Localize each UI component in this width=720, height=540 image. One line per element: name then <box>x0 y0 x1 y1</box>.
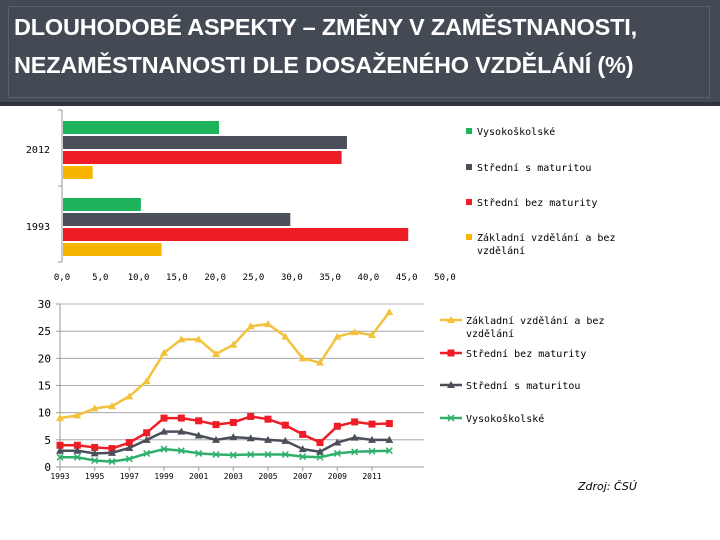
y-tick-label: 15 <box>37 379 51 393</box>
data-point-stredni-bez-maturity <box>161 415 168 422</box>
x-tick-label: 2007 <box>293 472 313 481</box>
data-point-stredni-bez-maturity <box>213 421 220 428</box>
series-stredni-bez-maturity <box>57 413 393 452</box>
source-note: Zdroj: ČSÚ <box>578 480 637 493</box>
data-point-stredni-bez-maturity <box>369 421 376 428</box>
y-tick-label: 20 <box>37 352 51 366</box>
data-point-zakladni-vzdelani-a-bez-vzdelani <box>385 308 393 315</box>
data-point-stredni-bez-maturity <box>195 417 202 424</box>
x-tick-label: 50,0 <box>434 273 456 283</box>
series-zakladni-vzdelani-a-bez-vzdelani <box>56 308 393 421</box>
data-point-stredni-bez-maturity <box>143 429 150 436</box>
legend-label-vysokoskolske: Vysokoškolské <box>477 127 556 138</box>
data-point-stredni-bez-maturity <box>230 419 237 426</box>
x-tick-label: 35,0 <box>319 273 341 283</box>
x-tick-label: 1995 <box>85 472 105 481</box>
x-tick-label: 20,0 <box>204 273 227 283</box>
legend-marker-stredni-bez-maturity <box>448 350 455 357</box>
legend-label-zakladni-vzdelani-a-bez-vzdelani-cont: vzdělání <box>477 246 526 257</box>
x-tick-label: 40,0 <box>357 273 380 283</box>
x-tick-label: 2005 <box>258 472 278 481</box>
x-tick-label: 0,0 <box>53 273 71 283</box>
data-point-stredni-bez-maturity <box>265 416 272 423</box>
data-point-stredni-bez-maturity <box>247 413 254 420</box>
x-tick-label: 30,0 <box>280 273 303 283</box>
x-tick-label: 5,0 <box>92 273 109 283</box>
x-tick-label: 45,0 <box>395 273 418 283</box>
y-tick-label: 0 <box>44 461 51 474</box>
x-tick-label: 2003 <box>223 472 243 481</box>
y-tick-label: 10 <box>37 406 51 420</box>
data-point-stredni-bez-maturity <box>178 415 185 422</box>
x-tick-label: 2001 <box>189 472 209 481</box>
legend-label-stredni-s-maturitou: Střední s maturitou <box>466 381 581 392</box>
data-point-stredni-bez-maturity <box>317 439 324 446</box>
slide-title: DLOUHODOBÉ ASPEKTY – ZMĚNY V ZAMĚSTNANOSTI, NEZAMĚSTNANOSTI DLE DOSAŽENÉHO VZDĚLÁNÍ (%) <box>14 14 637 78</box>
x-tick-label: 1997 <box>119 472 139 481</box>
data-point-stredni-bez-maturity <box>299 431 306 438</box>
y-tick-label: 25 <box>37 325 51 339</box>
data-point-stredni-bez-maturity <box>282 422 289 429</box>
x-tick-label: 15,0 <box>166 273 188 283</box>
x-tick-label: 10,0 <box>127 273 150 283</box>
data-point-stredni-bez-maturity <box>351 418 358 425</box>
legend-label-vysokoskolske: Vysokoškolské <box>466 414 545 425</box>
legend-label-stredni-s-maturitou: Střední s maturitou <box>477 163 592 174</box>
series-line-zakladni-vzdelani-a-bez-vzdelani <box>60 312 389 418</box>
category-label-2012: 2012 <box>25 145 50 156</box>
legend-label-zakladni-vzdelani-a-bez-vzdelani: Základní vzdělání a bez <box>466 316 605 327</box>
y-tick-label: 5 <box>44 433 51 447</box>
x-tick-label: 1993 <box>50 472 70 481</box>
legend-label-zakladni-vzdelani-a-bez-vzdelani: Základní vzdělání a bez <box>477 233 616 244</box>
x-tick-label: 2011 <box>362 472 382 481</box>
data-point-stredni-bez-maturity <box>386 420 393 427</box>
category-label-1993: 1993 <box>25 222 50 233</box>
y-tick-label: 30 <box>37 298 51 311</box>
legend-label-stredni-bez-maturity: Střední bez maturity <box>466 349 587 360</box>
data-point-stredni-bez-maturity <box>334 423 341 430</box>
x-tick-label: 2009 <box>327 472 347 481</box>
x-tick-label: 1999 <box>154 472 174 481</box>
legend-label-stredni-bez-maturity: Střední bez maturity <box>477 198 598 209</box>
x-tick-label: 25,0 <box>242 273 265 283</box>
legend-label-zakladni-vzdelani-a-bez-vzdelani-cont: vzdělání <box>466 329 515 340</box>
